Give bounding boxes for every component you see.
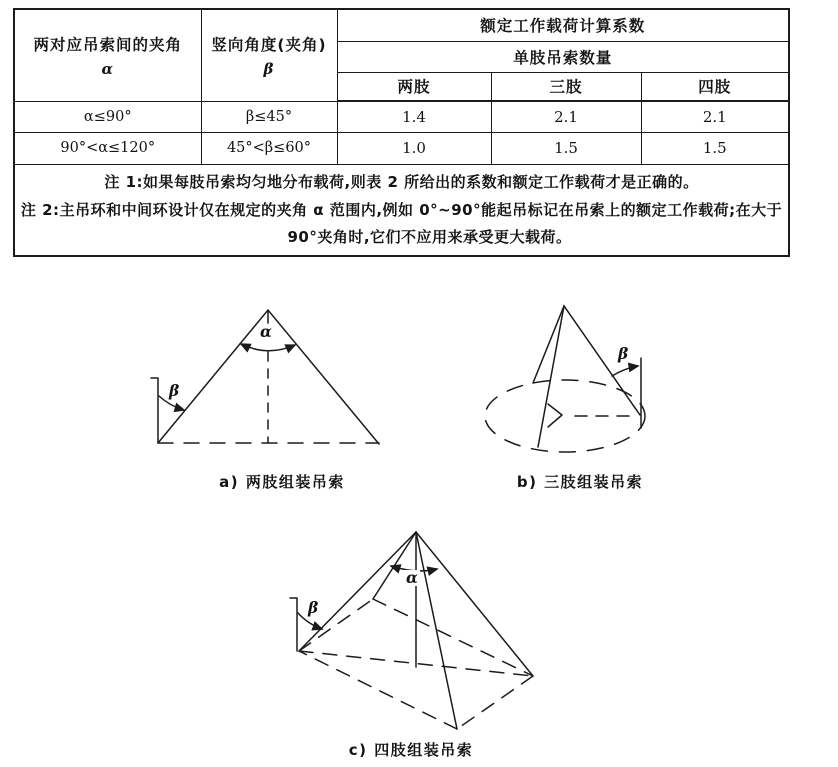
cell-four-leg-2: 1.5 [641,132,789,164]
header-two-leg: 两肢 [337,72,491,101]
beta-label-figure-c: β [308,598,319,617]
header-four-leg: 四肢 [641,72,789,101]
cell-alpha-range-1: α≤90° [14,101,201,132]
cell-alpha-range-2: 90°<α≤120° [14,132,201,164]
note-1-label: 注 1: [104,172,144,191]
cell-beta-range-1: β≤45° [201,101,337,132]
cell-three-leg-2: 1.5 [491,132,641,164]
cell-four-leg-1: 2.1 [641,101,789,132]
cell-two-leg-1: 1.4 [337,101,491,132]
header-coefficient: 额定工作载荷计算系数 [337,9,789,41]
alpha-label-figure-c: α [406,568,418,587]
header-three-leg: 三肢 [491,72,641,101]
alpha-label-figure-a: α [260,322,272,341]
note-2-text: 主吊环和中间环设计仅在规定的夹角 α 范围内,例如 0°~90°能起吊标记在吊索上的额定工作载荷;在大于 90°夹角时,它们不应用来承受更大载荷。 [59,200,783,246]
figure-a-caption: a) 两肢组装吊索 [219,473,345,491]
alpha-symbol: α [101,59,115,78]
cell-three-leg-1: 2.1 [491,101,641,132]
header-single-leg-count: 单肢吊索数量 [337,41,789,72]
beta-label-figure-a: β [169,381,180,400]
cell-two-leg-2: 1.0 [337,132,491,164]
figure-b-caption: b) 三肢组装吊索 [516,473,644,491]
header-vertical-angle-text: 竖向角度(夹角) [211,35,327,54]
beta-label-figure-b: β [618,344,629,363]
figure-b-three-leg-diagram [485,306,645,452]
figure-c-four-leg-diagram [290,532,533,729]
cell-beta-range-2: 45°<β≤60° [201,132,337,164]
note-1-text: 如果每肢吊索均匀地分布载荷,则表 2 所给出的系数和额定工作载荷才是正确的。 [143,172,699,191]
note-2-label: 注 2: [20,200,60,219]
figure-c-caption: c) 四肢组装吊索 [348,741,474,759]
beta-symbol: β [263,59,275,78]
header-sling-angle-text: 两对应吊索间的夹角 [33,35,182,54]
